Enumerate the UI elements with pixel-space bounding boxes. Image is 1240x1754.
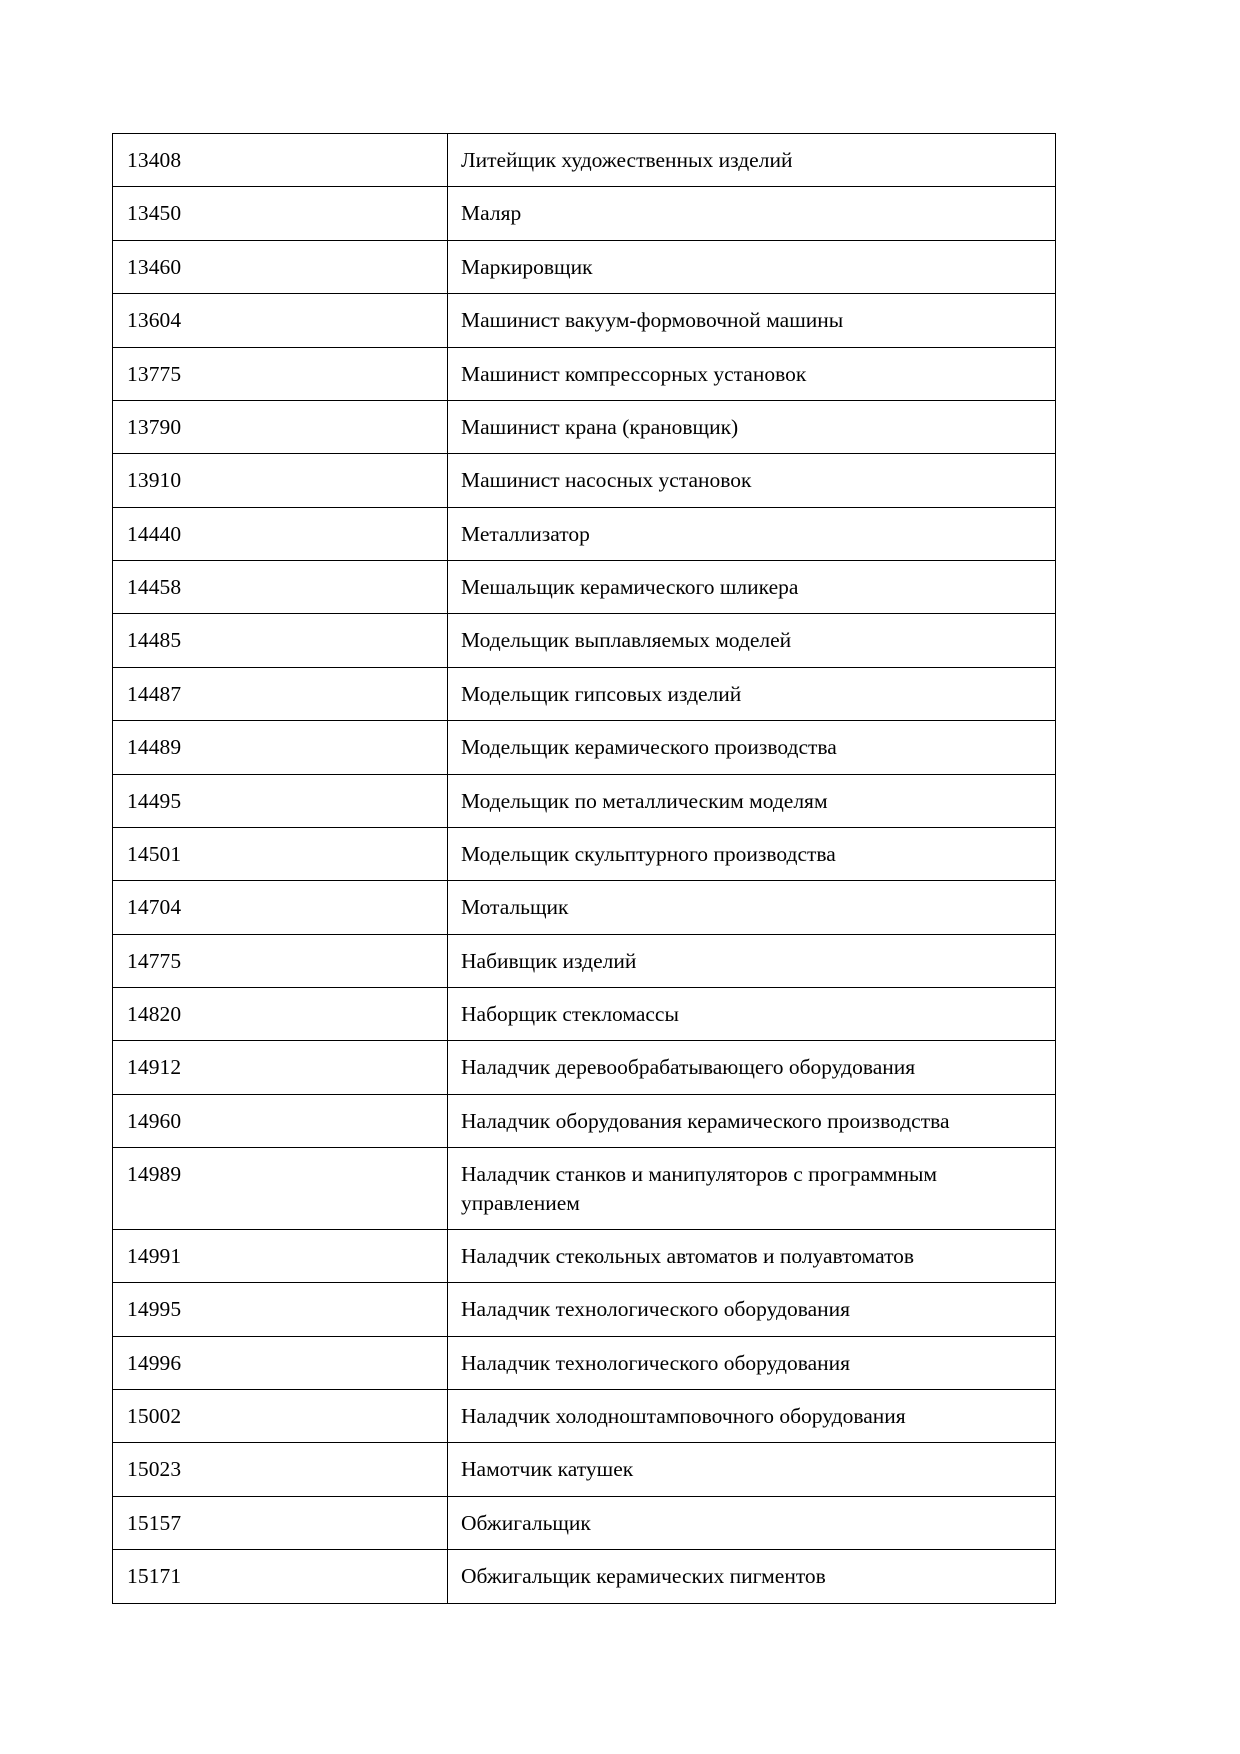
table-row [113, 561, 1056, 614]
table-row [113, 667, 1056, 720]
occupation-code-cell: 14458 [113, 561, 448, 614]
occupation-title-cell: Маляр [448, 187, 1056, 240]
occupation-code-cell: 14501 [113, 827, 448, 880]
occupation-title-cell: Наладчик холодноштамповочного оборудования [448, 1390, 1056, 1443]
table-row [113, 934, 1056, 987]
occupation-title-cell: Маркировщик [448, 240, 1056, 293]
occupation-code-cell: 13408 [113, 134, 448, 187]
table-row [113, 614, 1056, 667]
occupation-codes-table [112, 133, 1056, 1604]
occupation-title-cell: Модельщик скульптурного производства [448, 827, 1056, 880]
table-row [113, 988, 1056, 1041]
occupation-title-cell: Наладчик технологического оборудования [448, 1336, 1056, 1389]
occupation-code-cell: 14495 [113, 774, 448, 827]
occupation-code-cell: 14996 [113, 1336, 448, 1389]
occupation-title-cell: Наладчик деревообрабатывающего оборудования [448, 1041, 1056, 1094]
table-row [113, 774, 1056, 827]
occupation-code-cell: 14487 [113, 667, 448, 720]
table-body [113, 134, 1056, 1604]
table-row [113, 347, 1056, 400]
occupation-title-cell: Мотальщик [448, 881, 1056, 934]
occupation-title-cell: Модельщик выплавляемых моделей [448, 614, 1056, 667]
occupation-code-cell: 14820 [113, 988, 448, 1041]
table-row [113, 881, 1056, 934]
table-row [113, 827, 1056, 880]
occupation-title-cell: Машинист компрессорных установок [448, 347, 1056, 400]
occupation-title-cell: Наладчик оборудования керамического производства [448, 1094, 1056, 1147]
table-row [113, 1229, 1056, 1282]
table-row [113, 1390, 1056, 1443]
occupation-title-cell: Наладчик технологического оборудования [448, 1283, 1056, 1336]
table-row [113, 294, 1056, 347]
table-row [113, 400, 1056, 453]
occupation-code-cell: 13460 [113, 240, 448, 293]
occupation-title-cell: Машинист насосных установок [448, 454, 1056, 507]
occupation-title-cell: Наладчик стекольных автоматов и полуавтоматов [448, 1229, 1056, 1282]
occupation-title-cell: Наладчик станков и манипуляторов с программным управлением [448, 1148, 1056, 1230]
occupation-code-cell: 13604 [113, 294, 448, 347]
occupation-code-cell: 14704 [113, 881, 448, 934]
occupation-code-cell: 14440 [113, 507, 448, 560]
occupation-code-cell: 14989 [113, 1148, 448, 1230]
occupation-title-cell: Обжигальщик [448, 1496, 1056, 1549]
table-row [113, 134, 1056, 187]
occupation-code-cell: 15023 [113, 1443, 448, 1496]
table-row [113, 240, 1056, 293]
occupation-code-cell: 13790 [113, 400, 448, 453]
table-row [113, 1283, 1056, 1336]
occupation-title-cell: Намотчик катушек [448, 1443, 1056, 1496]
occupation-code-cell: 13775 [113, 347, 448, 400]
table-row [113, 1148, 1056, 1230]
occupation-title-cell: Машинист крана (крановщик) [448, 400, 1056, 453]
occupation-title-cell: Модельщик по металлическим моделям [448, 774, 1056, 827]
occupation-code-cell: 14775 [113, 934, 448, 987]
occupation-code-cell: 14489 [113, 721, 448, 774]
occupation-code-cell: 15002 [113, 1390, 448, 1443]
table-row [113, 721, 1056, 774]
occupation-title-cell: Литейщик художественных изделий [448, 134, 1056, 187]
occupation-code-cell: 15157 [113, 1496, 448, 1549]
occupation-title-cell: Наборщик стекломассы [448, 988, 1056, 1041]
occupation-title-cell: Модельщик керамического производства [448, 721, 1056, 774]
table-row [113, 1041, 1056, 1094]
table-row [113, 187, 1056, 240]
table-row [113, 1094, 1056, 1147]
table-row [113, 1496, 1056, 1549]
occupation-title-cell: Обжигальщик керамических пигментов [448, 1550, 1056, 1603]
occupation-code-cell: 14995 [113, 1283, 448, 1336]
table-row [113, 507, 1056, 560]
occupation-title-cell: Машинист вакуум-формовочной машины [448, 294, 1056, 347]
table-row [113, 454, 1056, 507]
occupation-code-cell: 13450 [113, 187, 448, 240]
occupation-title-cell: Металлизатор [448, 507, 1056, 560]
table-row [113, 1443, 1056, 1496]
table-row [113, 1550, 1056, 1603]
occupation-code-cell: 13910 [113, 454, 448, 507]
occupation-code-cell: 15171 [113, 1550, 448, 1603]
occupation-title-cell: Модельщик гипсовых изделий [448, 667, 1056, 720]
occupation-code-cell: 14485 [113, 614, 448, 667]
occupation-title-cell: Мешальщик керамического шликера [448, 561, 1056, 614]
occupation-code-cell: 14912 [113, 1041, 448, 1094]
occupation-title-cell: Набивщик изделий [448, 934, 1056, 987]
table-row [113, 1336, 1056, 1389]
occupation-code-cell: 14991 [113, 1229, 448, 1282]
occupation-code-cell: 14960 [113, 1094, 448, 1147]
